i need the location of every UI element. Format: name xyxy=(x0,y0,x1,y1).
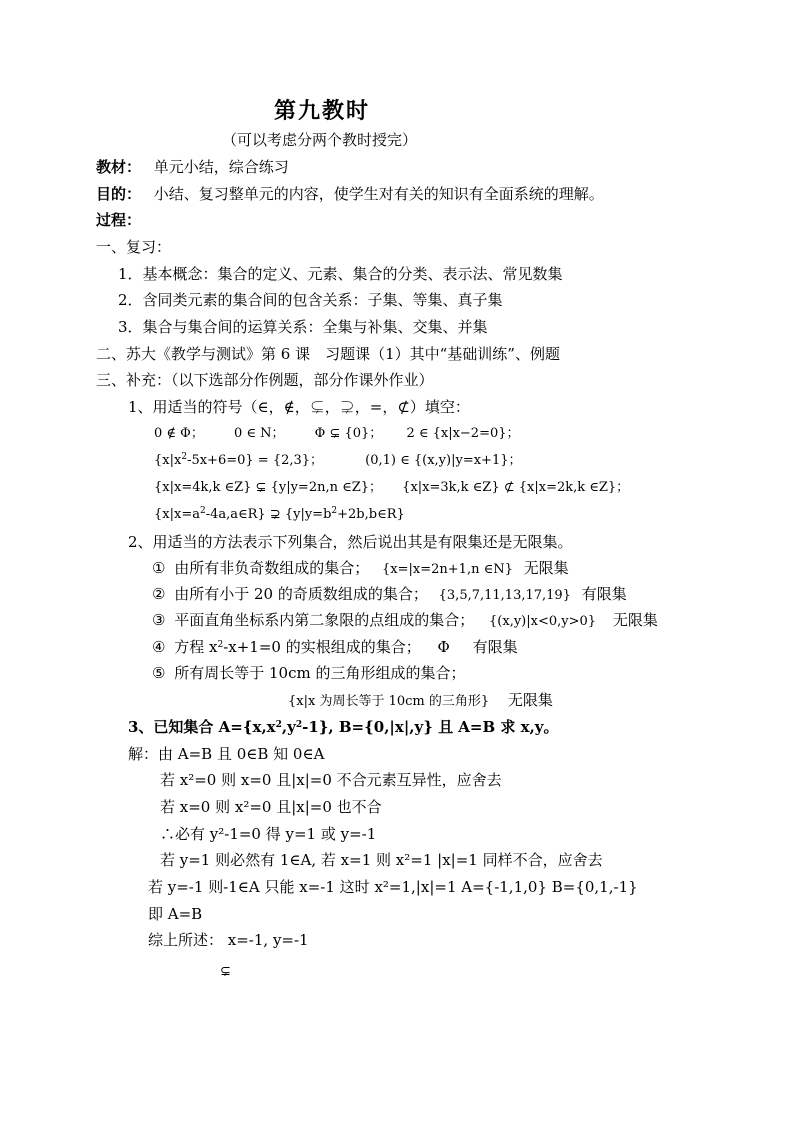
item-text xyxy=(174,638,421,656)
solution-line: 若 y=1 则必然有 1∈A, 若 x=1 则 x²=1 |x|=1 同样不合，应舍去 xyxy=(160,851,603,869)
materials-text: 单元小结，综合练习 xyxy=(153,158,289,176)
solution-line: 综上所述： x=-1, y=-1 xyxy=(148,931,309,949)
item-kind: 有限集 xyxy=(581,585,627,603)
review-heading: 一、复习： xyxy=(96,238,172,256)
page-subtitle: （可以考虑分两个教时授完） xyxy=(222,131,418,149)
item-text: 由所有小于 20 的奇质数组成的集合； xyxy=(174,585,428,603)
superscript: 2 xyxy=(217,640,224,650)
materials-label: 教材： xyxy=(96,158,142,176)
text-part: -x+1=0 的实根组成的集合； xyxy=(223,638,421,656)
fill-item: Φ ⊊ {0}； xyxy=(314,426,383,441)
review-item: 1．基本概念：集合的定义、元素、集合的分类、表示法、常见数集 xyxy=(118,265,563,283)
exercise-1-row-3 xyxy=(154,478,629,498)
review-item: 3．集合与集合间的运算关系：全集与补集、交集、并集 xyxy=(118,318,488,336)
goal-text: 小结、复习整单元的内容，使学生对有关的知识有全面系统的理解。 xyxy=(153,185,604,203)
fill-item: 2 ∈ {x|x−2=0}； xyxy=(406,426,520,441)
expr-part: -5x+6=0} = {2,3}； xyxy=(187,453,324,468)
item-answer: {3,5,7,11,13,17,19} xyxy=(438,588,571,603)
item-answer: {x=|x=2n+1,n ∈N} xyxy=(382,562,513,577)
exercise-1-row-4 xyxy=(154,505,405,525)
superscript: 2 xyxy=(199,506,206,516)
fill-item: {x|x=3k,k ∈Z} ⊄ {x|x=2k,k ∈Z}； xyxy=(402,480,630,495)
page-title: 第九教时 xyxy=(274,99,371,124)
expr-part: {x|x xyxy=(154,453,182,468)
text-part: 3、已知集合 A={x,x xyxy=(128,718,276,736)
text-part: -1}, B={0,|x|,y} 且 A=B 求 x,y。 xyxy=(302,718,559,736)
fill-item: {x|x=4k,k ∈Z} ⊊ {y|y=2n,n ∈Z}； xyxy=(154,480,383,495)
expr-part: +2b,b∈R} xyxy=(337,507,405,522)
item-marker: ⑤ xyxy=(152,664,166,682)
exercise-2-item-5-answer-line xyxy=(288,690,553,712)
expr-part: {x|x=a xyxy=(154,507,200,522)
exercise-2-item xyxy=(152,637,518,657)
item-marker: ① xyxy=(152,559,166,577)
exercise-1-row-1 xyxy=(154,424,520,444)
item-kind: 无限集 xyxy=(507,691,553,709)
goal-label: 目的： xyxy=(96,185,142,203)
stray-subset-symbol: ⊊ xyxy=(220,964,231,979)
solution-line: 即 A=B xyxy=(148,905,203,923)
item-answer: {(x,y)|x<0,y>0} xyxy=(489,614,597,629)
fill-item: (0,1) ∈ {(x,y)|y=x+1}； xyxy=(365,453,522,468)
item-answer: Φ xyxy=(437,638,450,656)
exercise-2-item xyxy=(152,558,569,580)
solution-line: ∴必有 y²-1=0 得 y=1 或 y=-1 xyxy=(160,825,377,843)
exercise-2-prompt: 2、用适当的方法表示下列集合，然后说出其是有限集还是无限集。 xyxy=(128,533,573,551)
part-two-line: 二、苏大《教学与测试》第 6 课 习题课（1）其中“基础训练”、例题 xyxy=(96,345,560,363)
expr-part: -4a,a∈R} ⊋ {y|y=b xyxy=(205,507,332,522)
materials-line xyxy=(96,157,289,177)
text-part: ,y xyxy=(281,718,296,736)
superscript: 2 xyxy=(295,720,303,730)
part-three-line: 三、补充：（以下选部分作例题，部分作课外作业） xyxy=(96,371,434,389)
solution-line: 解：由 A=B 且 0∈B 知 0∈A xyxy=(128,745,325,763)
item-answer: {x|x 为周长等于 10cm 的三角形} xyxy=(288,694,490,709)
item-marker: ④ xyxy=(152,638,166,656)
review-item: 2．含同类元素的集合间的包含关系：子集、等集、真子集 xyxy=(118,291,503,309)
exercise-3-prompt xyxy=(128,717,559,737)
superscript: 2 xyxy=(275,720,282,730)
superscript: 2 xyxy=(331,506,338,516)
item-text: 所有周长等于 10cm 的三角形组成的集合； xyxy=(174,664,466,682)
fill-item: 0 ∉ Φ； xyxy=(154,426,204,441)
exercise-2-item xyxy=(152,610,658,632)
exercise-1-prompt: 1、用适当的符号（∈，∉，⊊，⊋，=，⊄）填空： xyxy=(128,398,470,416)
process-label: 过程： xyxy=(96,211,142,229)
solution-line: 若 y=-1 则-1∈A 只能 x=-1 这时 x²=1,|x|=1 A={-1,1,0} B={0,1,-1} xyxy=(148,878,638,896)
exercise-2-item xyxy=(152,584,627,606)
solution-line: 若 x=0 则 x²=0 且|x|=0 也不合 xyxy=(160,798,382,816)
item-marker: ② xyxy=(152,585,166,603)
superscript: 2 xyxy=(181,452,188,462)
item-kind: 有限集 xyxy=(472,638,518,656)
item-kind: 无限集 xyxy=(612,611,658,629)
goal-line xyxy=(96,184,604,204)
item-text: 由所有非负奇数组成的集合； xyxy=(174,559,370,577)
fill-item xyxy=(154,453,323,468)
item-marker: ③ xyxy=(152,611,166,629)
exercise-2-item xyxy=(152,663,465,683)
solution-line: 若 x²=0 则 x=0 且|x|=0 不合元素互异性，应舍去 xyxy=(160,771,502,789)
item-text: 平面直角坐标系内第二象限的点组成的集合； xyxy=(174,611,475,629)
text-part: 方程 x xyxy=(174,638,218,656)
exercise-1-row-2 xyxy=(154,451,521,471)
fill-item: 0 ∈ N； xyxy=(233,426,285,441)
item-kind: 无限集 xyxy=(523,559,569,577)
